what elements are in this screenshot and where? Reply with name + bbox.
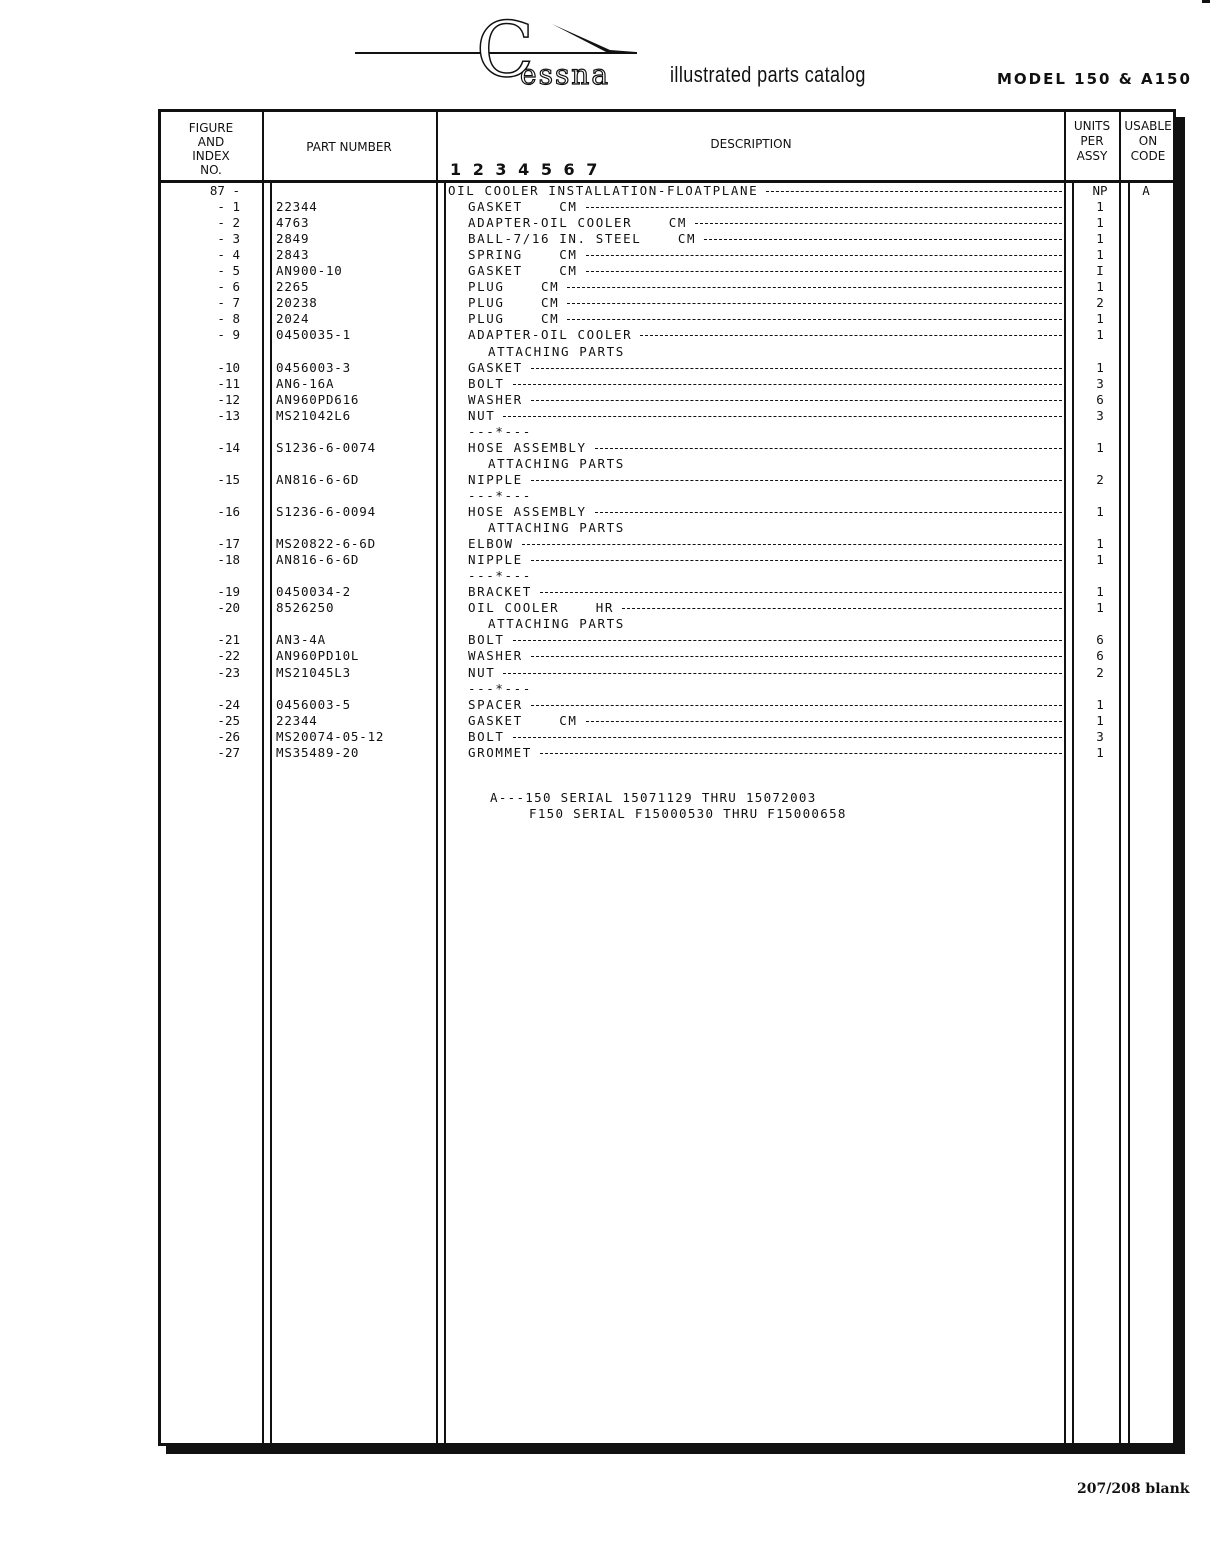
- units-per-assy: 1: [1096, 712, 1104, 728]
- dot-leader: [513, 737, 1062, 738]
- table-row: [0, 665, 1212, 681]
- units-per-assy: I: [1096, 263, 1104, 279]
- part-description: OIL COOLER INSTALLATION-FLOATPLANE: [448, 183, 759, 198]
- part-number: AN816-6-6D: [276, 471, 360, 487]
- index-number: -19: [217, 584, 240, 600]
- part-number: S1236-6-0074: [276, 439, 376, 455]
- part-number: AN3-4A: [276, 632, 326, 648]
- index-number: -11: [217, 375, 240, 391]
- part-description: GROMMET: [468, 744, 532, 760]
- column-header-part-number: PART NUMBER: [306, 140, 392, 154]
- units-per-assy: 1: [1096, 552, 1104, 568]
- part-description: NIPPLE: [468, 552, 523, 568]
- units-per-assy: 1: [1096, 327, 1104, 343]
- header-line: ASSY: [1076, 149, 1108, 163]
- dot-leader: [704, 239, 1062, 240]
- index-number: -13: [217, 407, 240, 423]
- table-row: [0, 263, 1212, 279]
- dot-leader: [522, 544, 1062, 545]
- dot-leader: [586, 721, 1062, 722]
- part-description: GASKET CM: [468, 199, 578, 215]
- units-per-assy: 1: [1096, 439, 1104, 455]
- table-row: [0, 552, 1212, 568]
- index-number: -24: [217, 696, 240, 712]
- dot-leader: [567, 287, 1062, 288]
- header-line: USABLE: [1124, 119, 1172, 133]
- units-per-assy: 1: [1096, 199, 1104, 215]
- part-description: BRACKET: [468, 584, 532, 600]
- part-description: BOLT: [468, 632, 505, 648]
- part-number: MS20074-05-12: [276, 728, 385, 744]
- part-number: 20238: [276, 295, 318, 311]
- part-number: AN960PD616: [276, 391, 360, 407]
- column-header-figure: [165, 121, 257, 177]
- units-per-assy: 1: [1096, 215, 1104, 231]
- units-per-assy: 1: [1096, 231, 1104, 247]
- part-number: 22344: [276, 712, 318, 728]
- index-number: - 6: [217, 279, 240, 295]
- units-per-assy: 6: [1096, 632, 1104, 648]
- dot-leader: [531, 705, 1062, 706]
- part-description: PLUG CM: [468, 279, 560, 295]
- index-number: - 4: [217, 247, 240, 263]
- logo-word: essna: [520, 58, 611, 91]
- part-number: AN960PD10L: [276, 648, 360, 664]
- units-per-assy: NP: [1092, 183, 1108, 198]
- part-number: AN6-16A: [276, 375, 335, 391]
- table-row: [0, 440, 1212, 456]
- header-line: ON: [1138, 134, 1158, 148]
- index-number: -22: [217, 648, 240, 664]
- index-number: -21: [217, 632, 240, 648]
- part-description: SPACER: [468, 696, 523, 712]
- part-number: 2849: [276, 231, 310, 247]
- part-number: MS21045L3: [276, 664, 351, 680]
- table-row: [0, 488, 1212, 504]
- part-description: GASKET CM: [468, 712, 578, 728]
- index-number: -27: [217, 744, 240, 760]
- part-description: NIPPLE: [468, 471, 523, 487]
- table-row: [0, 648, 1212, 664]
- part-number: AN816-6-6D: [276, 552, 360, 568]
- units-per-assy: 3: [1096, 375, 1104, 391]
- table-row: [0, 713, 1212, 729]
- dot-leader: [595, 448, 1062, 449]
- index-number: -14: [217, 439, 240, 455]
- part-description: NUT: [468, 407, 496, 423]
- header-line: NO.: [200, 163, 222, 177]
- catalog-title: illustrated parts catalog: [670, 62, 866, 87]
- part-description: WASHER: [468, 648, 523, 664]
- table-row: [0, 231, 1212, 247]
- part-description: HOSE ASSEMBLY: [468, 504, 587, 519]
- part-description: WASHER: [468, 391, 523, 407]
- table-row: [0, 215, 1212, 231]
- part-number: 2265: [276, 279, 310, 295]
- model-title: MODEL 150 & A150: [997, 70, 1192, 88]
- dot-leader: [531, 400, 1062, 401]
- column-header-description: DESCRIPTION: [710, 137, 792, 151]
- index-number: -25: [217, 712, 240, 728]
- dot-leader: [622, 608, 1062, 609]
- column-header-units: [1066, 119, 1118, 164]
- table-row: [0, 729, 1212, 745]
- index-number: - 3: [217, 231, 240, 247]
- units-per-assy: 2: [1096, 295, 1104, 311]
- header-line: PER: [1080, 134, 1104, 148]
- part-number: MS21042L6: [276, 407, 351, 423]
- index-number: - 9: [217, 327, 240, 343]
- column-header-usable: [1121, 119, 1175, 164]
- part-description: BOLT: [468, 728, 505, 744]
- units-per-assy: 1: [1096, 696, 1104, 712]
- dot-leader: [567, 319, 1062, 320]
- part-description: GASKET CM: [468, 263, 578, 279]
- table-row: [0, 472, 1212, 488]
- part-description: ATTACHING PARTS: [488, 520, 625, 536]
- frame-shadow-bottom: [166, 1446, 1185, 1454]
- table-row: [0, 327, 1212, 343]
- table-row: [0, 584, 1212, 600]
- table-row: [0, 632, 1212, 648]
- footnote-line: F150 SERIAL F15000530 THRU F15000658: [529, 806, 847, 821]
- index-number: -23: [217, 664, 240, 680]
- header-line: CODE: [1130, 149, 1166, 163]
- part-description: ATTACHING PARTS: [488, 455, 625, 471]
- part-description: PLUG CM: [468, 295, 560, 311]
- index-number: -18: [217, 552, 240, 568]
- index-number: -20: [217, 600, 240, 616]
- units-per-assy: 1: [1096, 584, 1104, 600]
- index-number: -16: [217, 504, 240, 519]
- dot-leader: [531, 656, 1062, 657]
- dot-leader: [531, 368, 1062, 369]
- page-number: 207/208 blank: [1077, 1481, 1190, 1497]
- index-number: -26: [217, 728, 240, 744]
- table-row: [0, 456, 1212, 472]
- table-row: [0, 311, 1212, 327]
- part-number: 0456003-3: [276, 359, 351, 375]
- units-per-assy: 3: [1096, 407, 1104, 423]
- table-row: [0, 247, 1212, 263]
- usable-code: A: [1142, 183, 1150, 198]
- index-number: -15: [217, 471, 240, 487]
- dot-leader: [586, 207, 1062, 208]
- footnote-line: A---150 SERIAL 15071129 THRU 15072003: [490, 790, 817, 805]
- units-per-assy: 1: [1096, 536, 1104, 552]
- part-description: ATTACHING PARTS: [488, 616, 625, 632]
- dot-leader: [531, 480, 1062, 481]
- part-description: HOSE ASSEMBLY: [468, 439, 587, 455]
- units-per-assy: 1: [1096, 279, 1104, 295]
- table-row: [0, 697, 1212, 713]
- table-row: [0, 408, 1212, 424]
- part-description: ---*---: [468, 680, 532, 696]
- table-row: [0, 504, 1212, 520]
- index-number: - 2: [217, 215, 240, 231]
- part-number: 0456003-5: [276, 696, 351, 712]
- header-line: AND: [197, 135, 225, 149]
- dot-leader: [640, 335, 1062, 336]
- part-description: ATTACHING PARTS: [488, 343, 625, 359]
- part-number: 2024: [276, 311, 310, 327]
- part-number: 8526250: [276, 600, 335, 616]
- dot-leader: [513, 640, 1062, 641]
- part-description: SPRING CM: [468, 247, 578, 263]
- units-per-assy: 1: [1096, 359, 1104, 375]
- table-row: [0, 536, 1212, 552]
- part-number: 0450034-2: [276, 584, 351, 600]
- table-row: [0, 600, 1212, 616]
- part-description: NUT: [468, 664, 496, 680]
- units-per-assy: 1: [1096, 311, 1104, 327]
- index-number: - 8: [217, 311, 240, 327]
- dot-leader: [513, 384, 1062, 385]
- part-number: MS20822-6-6D: [276, 536, 376, 552]
- units-per-assy: 6: [1096, 648, 1104, 664]
- dot-leader: [586, 255, 1062, 256]
- table-row: [0, 344, 1212, 360]
- dot-leader: [540, 753, 1062, 754]
- dot-leader: [595, 512, 1062, 513]
- table-row: [0, 392, 1212, 408]
- part-description: PLUG CM: [468, 311, 560, 327]
- part-description: ELBOW: [468, 536, 514, 552]
- table-row: [0, 520, 1212, 536]
- units-per-assy: 6: [1096, 391, 1104, 407]
- index-number: - 1: [217, 199, 240, 215]
- index-number: - 5: [217, 263, 240, 279]
- logo-initial: C: [476, 5, 535, 94]
- index-number: -17: [217, 536, 240, 552]
- indent-digits: 1 2 3 4 5 6 7: [450, 160, 601, 179]
- units-per-assy: 1: [1096, 744, 1104, 760]
- table-row: [0, 360, 1212, 376]
- dot-leader: [503, 673, 1062, 674]
- table-row: [0, 745, 1212, 761]
- index-number: - 7: [217, 295, 240, 311]
- dot-leader: [531, 560, 1062, 561]
- table-row: [0, 424, 1212, 440]
- part-number: AN900-10: [276, 263, 343, 279]
- units-per-assy: 1: [1096, 600, 1104, 616]
- dot-leader: [695, 223, 1062, 224]
- part-number: 4763: [276, 215, 310, 231]
- units-per-assy: 1: [1096, 504, 1104, 519]
- table-row: [0, 568, 1212, 584]
- table-row: [0, 279, 1212, 295]
- table-row: [0, 199, 1212, 215]
- dot-leader: [766, 191, 1062, 192]
- index-number: -12: [217, 391, 240, 407]
- part-description: BALL-7/16 IN. STEEL CM: [468, 231, 697, 247]
- dot-leader: [540, 592, 1062, 593]
- table-row: [0, 183, 1212, 199]
- units-per-assy: 3: [1096, 728, 1104, 744]
- part-description: ADAPTER-OIL COOLER: [468, 327, 633, 343]
- part-number: 0450035-1: [276, 327, 351, 343]
- dot-leader: [503, 416, 1062, 417]
- header-line: INDEX: [192, 149, 230, 163]
- part-description: ---*---: [468, 423, 532, 439]
- part-description: ---*---: [468, 568, 532, 584]
- table-row: [0, 681, 1212, 697]
- header-line: UNITS: [1073, 119, 1111, 133]
- header-line: FIGURE: [188, 121, 234, 135]
- table-row: [0, 295, 1212, 311]
- index-number: 87 -: [209, 183, 240, 198]
- table-row: [0, 616, 1212, 632]
- part-description: BOLT: [468, 375, 505, 391]
- index-number: -10: [217, 359, 240, 375]
- units-per-assy: 1: [1096, 247, 1104, 263]
- part-number: 22344: [276, 199, 318, 215]
- corner-mark: [1202, 0, 1210, 3]
- units-per-assy: 2: [1096, 664, 1104, 680]
- part-number: 2843: [276, 247, 310, 263]
- dot-leader: [567, 303, 1062, 304]
- part-number: S1236-6-0094: [276, 504, 376, 519]
- logo-swoosh-icon: [548, 22, 638, 56]
- part-description: ---*---: [468, 487, 532, 503]
- table-row: [0, 376, 1212, 392]
- dot-leader: [586, 271, 1062, 272]
- part-description: GASKET: [468, 359, 523, 375]
- units-per-assy: 2: [1096, 471, 1104, 487]
- part-number: MS35489-20: [276, 744, 360, 760]
- part-description: OIL COOLER HR: [468, 600, 615, 616]
- part-description: ADAPTER-OIL COOLER CM: [468, 215, 688, 231]
